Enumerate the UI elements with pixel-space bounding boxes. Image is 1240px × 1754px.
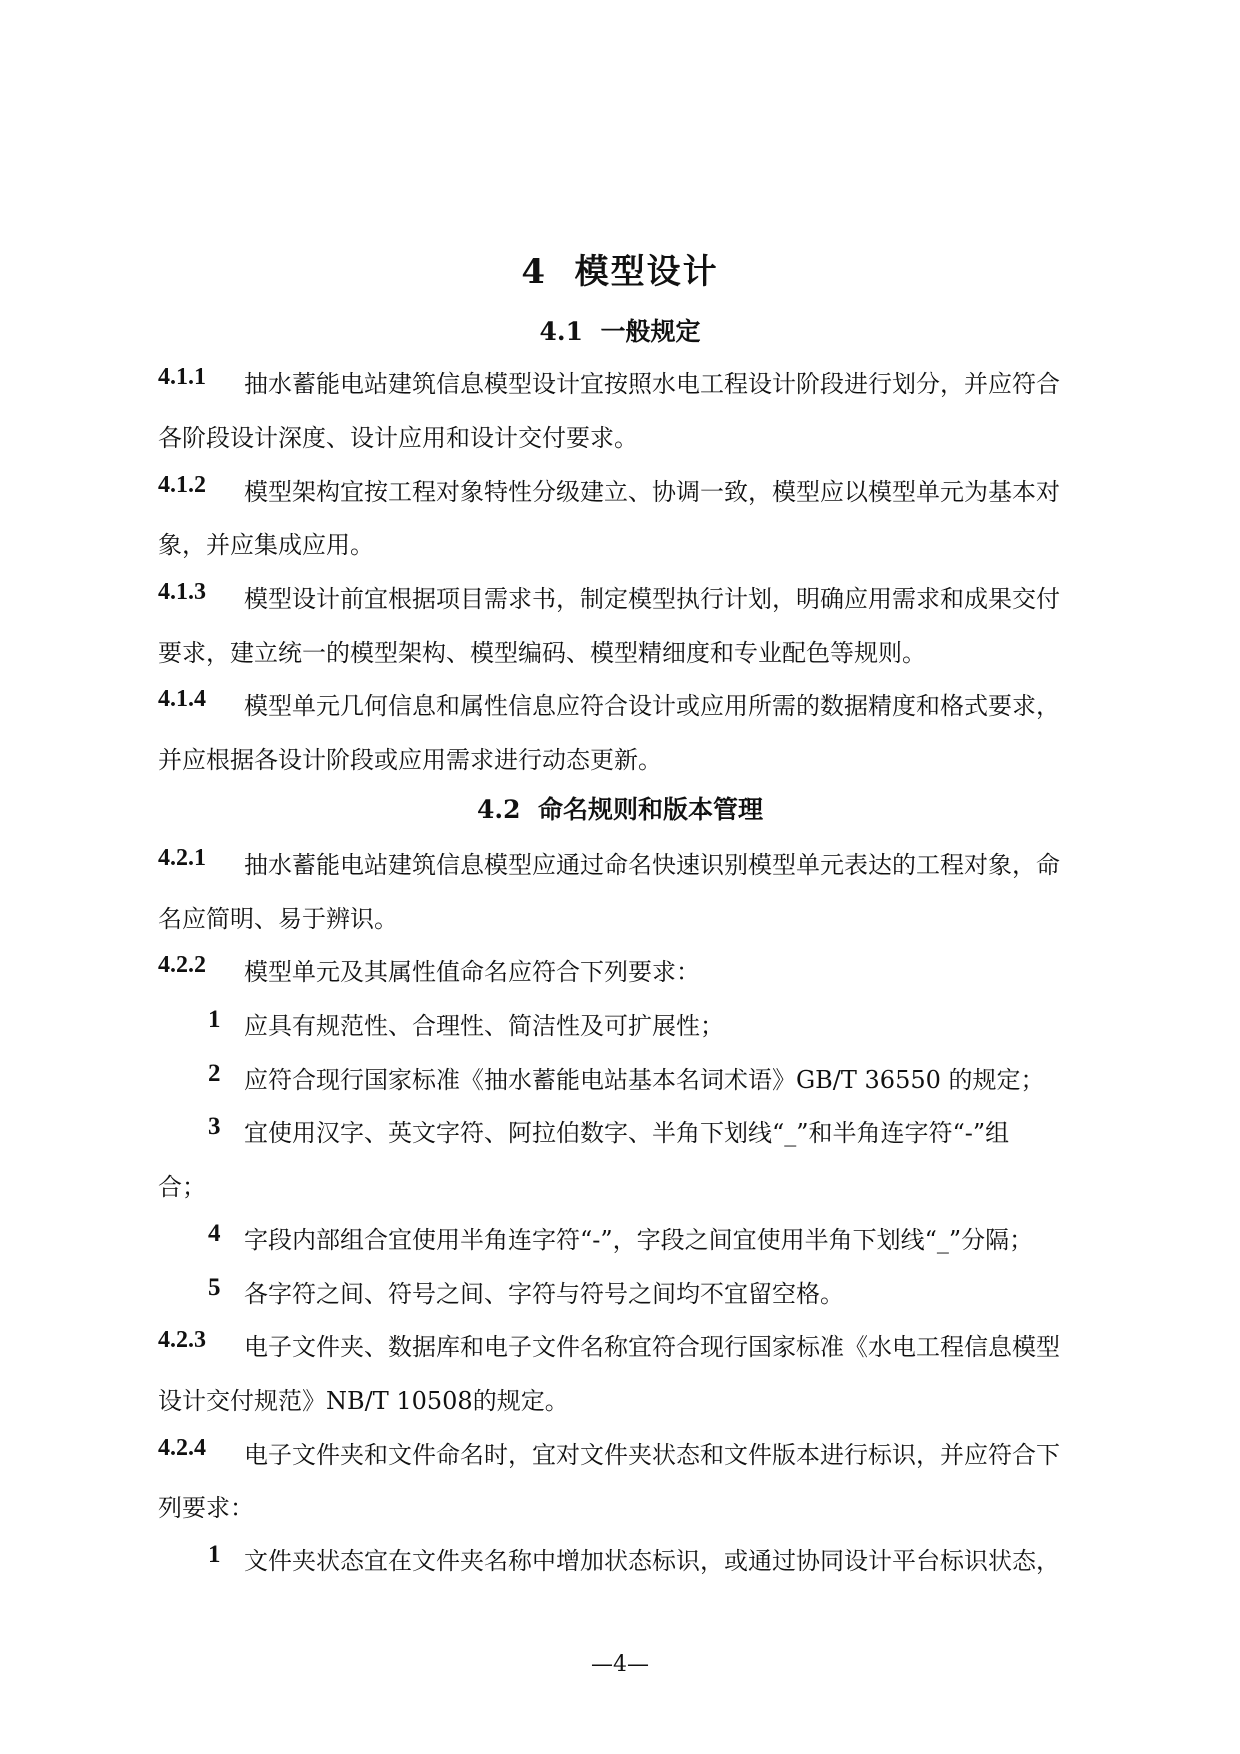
chapter-number: 4 bbox=[521, 252, 547, 292]
list-item-text: 应符合现行国家标准《抽水蓄能电站基本名词术语》GB/T 36550 的规定； bbox=[244, 1066, 1045, 1094]
section-title: 命名规则和版本管理 bbox=[537, 795, 763, 824]
clause-number-4-2-3: 4.2.3 bbox=[158, 1327, 206, 1353]
clause-text-4-2-1: 抽水蓄能电站建筑信息模型应通过命名快速识别模型单元表达的工程对象，命 bbox=[244, 851, 1060, 879]
list-item-number: 4 bbox=[208, 1220, 221, 1247]
clause-cont-4-2-3: 设计交付规范》NB/T 10508的规定。 bbox=[158, 1387, 569, 1415]
section-title: 一般规定 bbox=[600, 317, 701, 346]
section-heading-4-1 bbox=[0, 312, 1240, 348]
clause-number-4-1-2: 4.1.2 bbox=[158, 472, 206, 498]
list-item-text: 各字符之间、符号之间、字符与符号之间均不宜留空格。 bbox=[244, 1280, 844, 1308]
section-heading-4-2 bbox=[0, 790, 1240, 826]
clause-number-4-1-1: 4.1.1 bbox=[158, 364, 206, 390]
clause-number-4-2-4: 4.2.4 bbox=[158, 1435, 206, 1461]
list-item-number: 3 bbox=[208, 1113, 221, 1140]
clause-text-4-2-3: 电子文件夹、数据库和电子文件名称宜符合现行国家标准《水电工程信息模型 bbox=[244, 1333, 1060, 1361]
list-item-text: 文件夹状态宜在文件夹名称中增加状态标识，或通过协同设计平台标识状态， bbox=[244, 1547, 1060, 1575]
clause-number-4-2-1: 4.2.1 bbox=[158, 845, 206, 871]
clause-cont-4-1-2: 象，并应集成应用。 bbox=[158, 531, 374, 559]
chapter-heading bbox=[0, 244, 1240, 293]
clause-cont-4-1-4: 并应根据各设计阶段或应用需求进行动态更新。 bbox=[158, 746, 662, 774]
list-item-text: 宜使用汉字、英文字符、阿拉伯数字、半角下划线“_”和半角连字符“-”组 bbox=[244, 1119, 1010, 1147]
clause-cont-4-1-1: 各阶段设计深度、设计应用和设计交付要求。 bbox=[158, 424, 638, 452]
section-number: 4.1 bbox=[539, 317, 584, 346]
list-item-text: 应具有规范性、合理性、简洁性及可扩展性； bbox=[244, 1012, 724, 1040]
section-number: 4.2 bbox=[477, 795, 521, 824]
clause-text-4-1-2: 模型架构宜按工程对象特性分级建立、协调一致，模型应以模型单元为基本对 bbox=[244, 478, 1060, 506]
clause-cont-4-1-3: 要求，建立统一的模型架构、模型编码、模型精细度和专业配色等规则。 bbox=[158, 639, 926, 667]
list-item-text: 字段内部组合宜使用半角连字符“-”，字段之间宜使用半角下划线“_”分隔； bbox=[244, 1226, 1034, 1254]
list-item-number: 1 bbox=[208, 1006, 221, 1033]
clause-number-4-1-3: 4.1.3 bbox=[158, 579, 206, 605]
list-item-cont: 合； bbox=[158, 1173, 206, 1201]
clause-text-4-2-4: 电子文件夹和文件命名时，宜对文件夹状态和文件版本进行标识，并应符合下 bbox=[244, 1441, 1060, 1469]
clause-number-4-2-2: 4.2.2 bbox=[158, 952, 206, 978]
clause-number-4-1-4: 4.1.4 bbox=[158, 686, 206, 712]
page-number: —4— bbox=[591, 1652, 649, 1677]
list-item-number: 1 bbox=[208, 1541, 221, 1568]
clause-text-4-1-1: 抽水蓄能电站建筑信息模型设计宜按照水电工程设计阶段进行划分，并应符合 bbox=[244, 370, 1060, 398]
clause-cont-4-2-1: 名应简明、易于辨识。 bbox=[158, 905, 398, 933]
clause-cont-4-2-4: 列要求： bbox=[158, 1494, 254, 1522]
list-item-number: 5 bbox=[208, 1274, 221, 1301]
clause-text-4-1-3: 模型设计前宜根据项目需求书，制定模型执行计划，明确应用需求和成果交付 bbox=[244, 585, 1060, 613]
clause-text-4-1-4: 模型单元几何信息和属性信息应符合设计或应用所需的数据精度和格式要求， bbox=[244, 692, 1060, 720]
clause-text-4-2-2: 模型单元及其属性值命名应符合下列要求： bbox=[244, 958, 700, 986]
chapter-title: 模型设计 bbox=[574, 252, 719, 292]
list-item-number: 2 bbox=[208, 1060, 221, 1087]
